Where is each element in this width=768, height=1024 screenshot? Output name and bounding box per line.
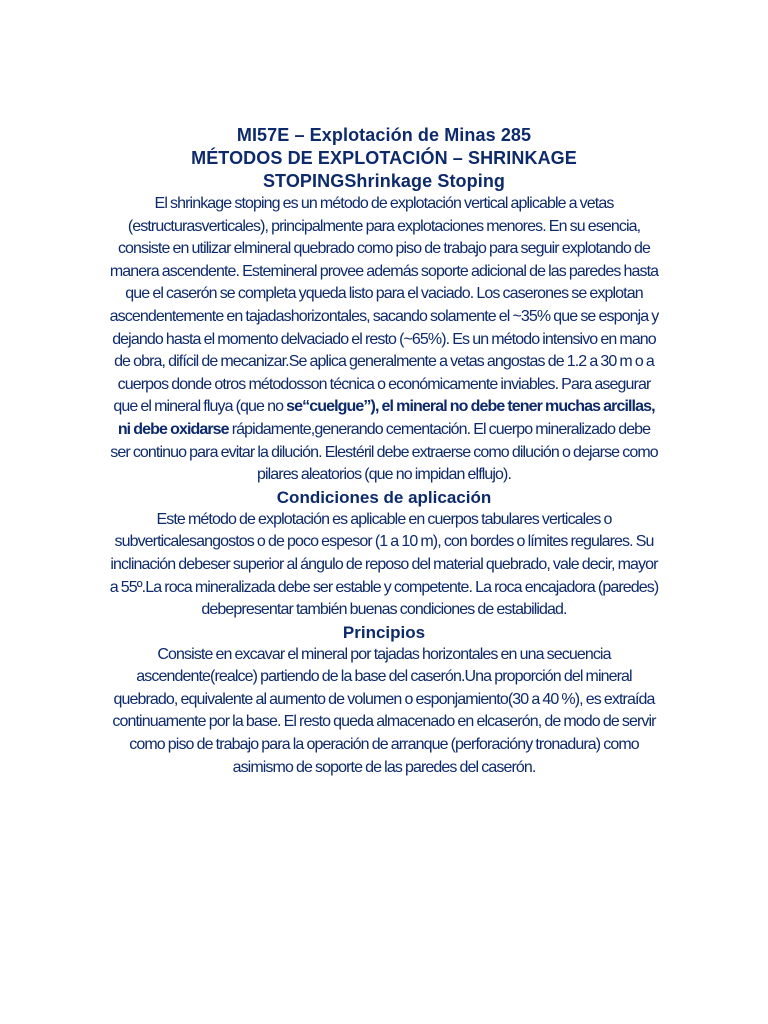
- section-heading-principios: Principios: [342, 622, 426, 642]
- section-text-condiciones: Este método de explotación es aplicable en cuerpos tabulares verticales o subverticalesangostos o de poco espesor (1 a 10 m), con bordes o límites regulares. Su inclinación debeser superior al ángulo de reposo del material quebrado, vale decir, mayor a 55º.La roca mineralizada debe ser estable y competente. La roca encajadora (paredes) debepresentar también buenas condiciones de estabilidad.: [109, 510, 659, 619]
- section-heading-condiciones: Condiciones de aplicación: [276, 487, 492, 507]
- intro-text-part-1: El shrinkage stoping es un método de explotación vertical aplicable a vetas (estructurasverticales), principalmente para explotaciones menores. En su esencia, consiste en utilizar elmineral quebrado como piso de trabajo para seguir explotando de manera ascendente. Estemineral provee además soporte adicional de las paredes hasta que el caserón se completa yqueda listo para el vaciado. Los caserones se explotan ascendentemente en tajadashorizontales, sacando solamente el ~35% que se esponja y dejando hasta el momento delvaciado el resto (~65%). Es un método intensivo en mano de obra, difícil de mecanizar.Se aplica generalmente a vetas angostas de 1.2 a 30 m o a cuerpos donde otros métodosson técnica o económicamente inviables. Para asegurar que el mineral fluya (que no: [109, 195, 659, 416]
- document-title-line-1: MI57E – Explotación de Minas 285: [236, 125, 532, 145]
- intro-paragraph: [108, 193, 660, 487]
- document-page: [108, 124, 660, 779]
- section-text-principios: Consiste en excavar el mineral por tajadas horizontales en una secuencia ascendente(realce) partiendo de la base del caserón.Una proporción del mineral quebrado, equivalente al aumento de volumen o esponjamiento(30 a 40 %), es extraída continuamente por la base. El resto queda almacenado en elcaserón, de modo de servir como piso de trabajo para la operación de arranque (perforacióny tronadura) como asimismo de soporte de las paredes del caserón.: [112, 645, 656, 776]
- intro-text-part-2: rápidamente,generando cementación. El cuerpo mineralizado debe ser continuo para evitar la dilución. Elestéril debe extraerse como dilución o dejarse como pilares aleatorios (que no impidan elflujo).: [110, 420, 658, 484]
- intro-bold-text: se“cuelgue”), el mineral no debe tener muchas arcillas, ni debe oxidarse: [117, 398, 655, 438]
- document-title-line-2: MÉTODOS DE EXPLOTACIÓN – SHRINKAGE: [191, 148, 577, 168]
- document-title-line-3: STOPINGShrinkage Stoping: [262, 171, 506, 191]
